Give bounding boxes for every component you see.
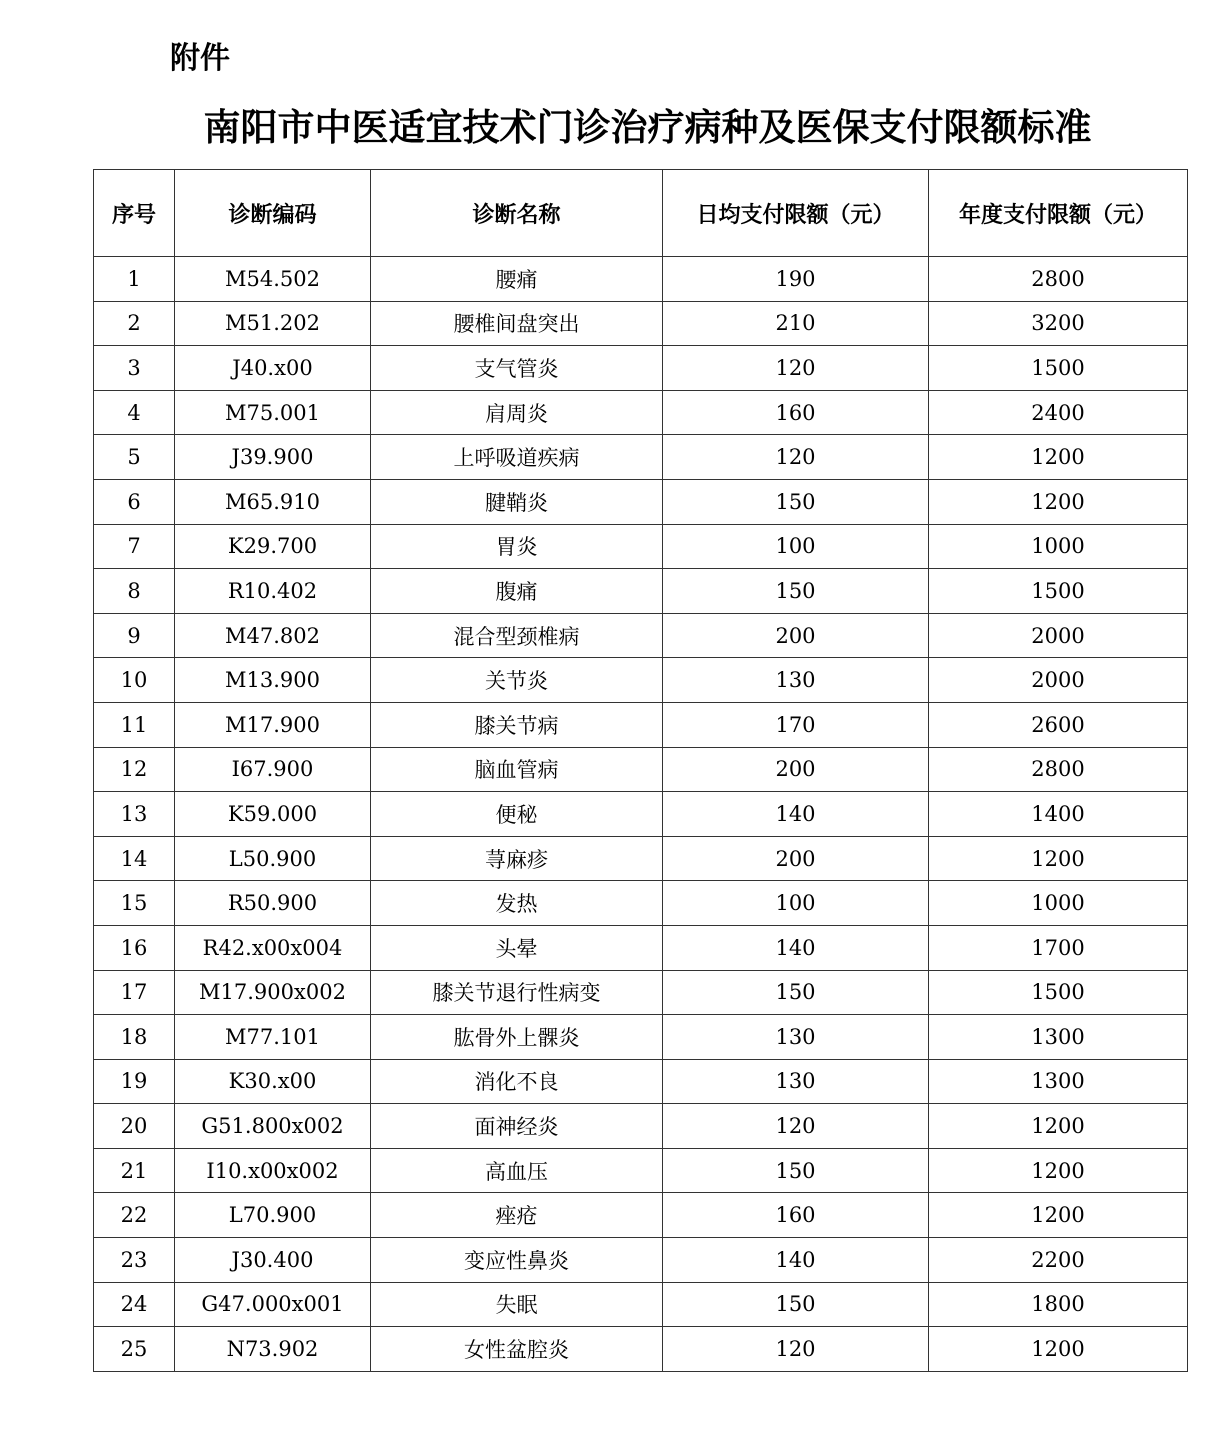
daily-limit-cell: 170 — [663, 702, 929, 747]
diagnosis-code-cell: L50.900 — [175, 836, 371, 881]
diagnosis-code-cell: L70.900 — [175, 1193, 371, 1238]
daily-limit-cell: 130 — [663, 658, 929, 703]
diagnosis-code-cell: G47.000x001 — [175, 1282, 371, 1327]
serial-number-cell: 12 — [94, 747, 175, 792]
diagnosis-code-cell: I10.x00x002 — [175, 1148, 371, 1193]
table-row — [94, 1282, 1188, 1327]
diagnosis-code-cell: K59.000 — [175, 792, 371, 837]
table-row — [94, 792, 1188, 837]
serial-number-cell: 8 — [94, 569, 175, 614]
diagnosis-code-cell: J30.400 — [175, 1238, 371, 1283]
annual-limit-cell: 1200 — [929, 1327, 1188, 1372]
diagnosis-name-cell: 支气管炎 — [371, 346, 663, 391]
table-row — [94, 1104, 1188, 1149]
serial-number-cell: 1 — [94, 257, 175, 302]
table-row — [94, 569, 1188, 614]
annual-limit-cell: 2600 — [929, 702, 1188, 747]
annual-limit-cell: 1200 — [929, 435, 1188, 480]
diagnosis-name-cell: 高血压 — [371, 1148, 663, 1193]
annual-limit-cell: 1800 — [929, 1282, 1188, 1327]
attachment-label: 附件 — [170, 41, 230, 76]
diagnosis-name-cell: 关节炎 — [371, 658, 663, 703]
diagnosis-name-cell: 头晕 — [371, 925, 663, 970]
diagnosis-code-cell: I67.900 — [175, 747, 371, 792]
diagnosis-name-cell: 变应性鼻炎 — [371, 1238, 663, 1283]
document-title: 南阳市中医适宜技术门诊治疗病种及医保支付限额标准 — [203, 106, 1092, 149]
daily-limit-cell: 160 — [663, 390, 929, 435]
table-row — [94, 881, 1188, 926]
diagnosis-name-cell: 痤疮 — [371, 1193, 663, 1238]
annual-limit-cell: 1200 — [929, 479, 1188, 524]
table-row — [94, 658, 1188, 703]
daily-limit-cell: 120 — [663, 435, 929, 480]
diagnosis-name-cell: 上呼吸道疾病 — [371, 435, 663, 480]
serial-number-cell: 13 — [94, 792, 175, 837]
daily-limit-cell: 200 — [663, 836, 929, 881]
annual-limit-cell: 1200 — [929, 1104, 1188, 1149]
header-serial-number: 序号 — [94, 170, 175, 257]
diagnosis-name-cell: 失眠 — [371, 1282, 663, 1327]
daily-limit-cell: 140 — [663, 792, 929, 837]
daily-limit-cell: 120 — [663, 1327, 929, 1372]
serial-number-cell: 20 — [94, 1104, 175, 1149]
table-row — [94, 1059, 1188, 1104]
diagnosis-name-cell: 肱骨外上髁炎 — [371, 1015, 663, 1060]
annual-limit-cell: 1200 — [929, 1148, 1188, 1193]
serial-number-cell: 14 — [94, 836, 175, 881]
annual-limit-cell: 2400 — [929, 390, 1188, 435]
daily-limit-cell: 100 — [663, 881, 929, 926]
diagnosis-code-cell: M65.910 — [175, 479, 371, 524]
serial-number-cell: 15 — [94, 881, 175, 926]
serial-number-cell: 5 — [94, 435, 175, 480]
table-row — [94, 1015, 1188, 1060]
diagnosis-name-cell: 女性盆腔炎 — [371, 1327, 663, 1372]
daily-limit-cell: 200 — [663, 747, 929, 792]
payment-limit-table — [93, 169, 1188, 1372]
diagnosis-code-cell: J39.900 — [175, 435, 371, 480]
diagnosis-name-cell: 便秘 — [371, 792, 663, 837]
diagnosis-name-cell: 膝关节退行性病变 — [371, 970, 663, 1015]
diagnosis-name-cell: 消化不良 — [371, 1059, 663, 1104]
annual-limit-cell: 1500 — [929, 569, 1188, 614]
daily-limit-cell: 100 — [663, 524, 929, 569]
table-body — [94, 257, 1188, 1372]
serial-number-cell: 23 — [94, 1238, 175, 1283]
table-row — [94, 836, 1188, 881]
table-row — [94, 257, 1188, 302]
annual-limit-cell: 2200 — [929, 1238, 1188, 1283]
annual-limit-cell: 2000 — [929, 658, 1188, 703]
diagnosis-name-cell: 脑血管病 — [371, 747, 663, 792]
diagnosis-code-cell: R10.402 — [175, 569, 371, 614]
diagnosis-name-cell: 荨麻疹 — [371, 836, 663, 881]
annual-limit-cell: 1500 — [929, 346, 1188, 391]
table-row — [94, 435, 1188, 480]
diagnosis-code-cell: R50.900 — [175, 881, 371, 926]
table-row — [94, 479, 1188, 524]
table-row — [94, 970, 1188, 1015]
header-daily-limit: 日均支付限额（元） — [663, 170, 929, 257]
daily-limit-cell: 190 — [663, 257, 929, 302]
annual-limit-cell: 2800 — [929, 747, 1188, 792]
serial-number-cell: 24 — [94, 1282, 175, 1327]
daily-limit-cell: 210 — [663, 301, 929, 346]
table-row — [94, 301, 1188, 346]
table-row — [94, 1193, 1188, 1238]
table-row — [94, 747, 1188, 792]
daily-limit-cell: 200 — [663, 613, 929, 658]
diagnosis-code-cell: K29.700 — [175, 524, 371, 569]
daily-limit-cell: 150 — [663, 479, 929, 524]
serial-number-cell: 2 — [94, 301, 175, 346]
table-row — [94, 346, 1188, 391]
serial-number-cell: 3 — [94, 346, 175, 391]
table-row — [94, 925, 1188, 970]
daily-limit-cell: 130 — [663, 1015, 929, 1060]
table-row — [94, 1327, 1188, 1372]
serial-number-cell: 9 — [94, 613, 175, 658]
diagnosis-code-cell: M75.001 — [175, 390, 371, 435]
header-annual-limit: 年度支付限额（元） — [929, 170, 1188, 257]
annual-limit-cell: 1200 — [929, 1193, 1188, 1238]
diagnosis-code-cell: M17.900 — [175, 702, 371, 747]
table-row — [94, 1238, 1188, 1283]
diagnosis-code-cell: R42.x00x004 — [175, 925, 371, 970]
diagnosis-name-cell: 腰椎间盘突出 — [371, 301, 663, 346]
diagnosis-name-cell: 腱鞘炎 — [371, 479, 663, 524]
diagnosis-code-cell: M77.101 — [175, 1015, 371, 1060]
serial-number-cell: 4 — [94, 390, 175, 435]
diagnosis-code-cell: G51.800x002 — [175, 1104, 371, 1149]
diagnosis-name-cell: 胃炎 — [371, 524, 663, 569]
daily-limit-cell: 150 — [663, 1148, 929, 1193]
serial-number-cell: 7 — [94, 524, 175, 569]
serial-number-cell: 25 — [94, 1327, 175, 1372]
daily-limit-cell: 130 — [663, 1059, 929, 1104]
diagnosis-code-cell: N73.902 — [175, 1327, 371, 1372]
serial-number-cell: 6 — [94, 479, 175, 524]
table-row — [94, 390, 1188, 435]
daily-limit-cell: 150 — [663, 569, 929, 614]
diagnosis-name-cell: 混合型颈椎病 — [371, 613, 663, 658]
diagnosis-name-cell: 腰痛 — [371, 257, 663, 302]
annual-limit-cell: 1400 — [929, 792, 1188, 837]
diagnosis-code-cell: M54.502 — [175, 257, 371, 302]
serial-number-cell: 22 — [94, 1193, 175, 1238]
table-header-row — [94, 170, 1188, 257]
annual-limit-cell: 1300 — [929, 1059, 1188, 1104]
annual-limit-cell: 1300 — [929, 1015, 1188, 1060]
serial-number-cell: 18 — [94, 1015, 175, 1060]
daily-limit-cell: 140 — [663, 1238, 929, 1283]
daily-limit-cell: 140 — [663, 925, 929, 970]
annual-limit-cell: 1000 — [929, 881, 1188, 926]
diagnosis-code-cell: M47.802 — [175, 613, 371, 658]
serial-number-cell: 21 — [94, 1148, 175, 1193]
annual-limit-cell: 1500 — [929, 970, 1188, 1015]
diagnosis-code-cell: M17.900x002 — [175, 970, 371, 1015]
annual-limit-cell: 3200 — [929, 301, 1188, 346]
serial-number-cell: 19 — [94, 1059, 175, 1104]
diagnosis-name-cell: 面神经炎 — [371, 1104, 663, 1149]
diagnosis-name-cell: 膝关节病 — [371, 702, 663, 747]
annual-limit-cell: 2800 — [929, 257, 1188, 302]
table-row — [94, 1148, 1188, 1193]
diagnosis-name-cell: 发热 — [371, 881, 663, 926]
diagnosis-code-cell: K30.x00 — [175, 1059, 371, 1104]
diagnosis-code-cell: M51.202 — [175, 301, 371, 346]
daily-limit-cell: 150 — [663, 970, 929, 1015]
table-row — [94, 613, 1188, 658]
daily-limit-cell: 120 — [663, 346, 929, 391]
annual-limit-cell: 1000 — [929, 524, 1188, 569]
annual-limit-cell: 2000 — [929, 613, 1188, 658]
header-diagnosis-name: 诊断名称 — [371, 170, 663, 257]
diagnosis-code-cell: M13.900 — [175, 658, 371, 703]
daily-limit-cell: 160 — [663, 1193, 929, 1238]
diagnosis-name-cell: 腹痛 — [371, 569, 663, 614]
annual-limit-cell: 1700 — [929, 925, 1188, 970]
diagnosis-code-cell: J40.x00 — [175, 346, 371, 391]
header-diagnosis-code: 诊断编码 — [175, 170, 371, 257]
table-row — [94, 702, 1188, 747]
daily-limit-cell: 150 — [663, 1282, 929, 1327]
serial-number-cell: 17 — [94, 970, 175, 1015]
diagnosis-name-cell: 肩周炎 — [371, 390, 663, 435]
serial-number-cell: 11 — [94, 702, 175, 747]
serial-number-cell: 16 — [94, 925, 175, 970]
table-row — [94, 524, 1188, 569]
daily-limit-cell: 120 — [663, 1104, 929, 1149]
annual-limit-cell: 1200 — [929, 836, 1188, 881]
serial-number-cell: 10 — [94, 658, 175, 703]
